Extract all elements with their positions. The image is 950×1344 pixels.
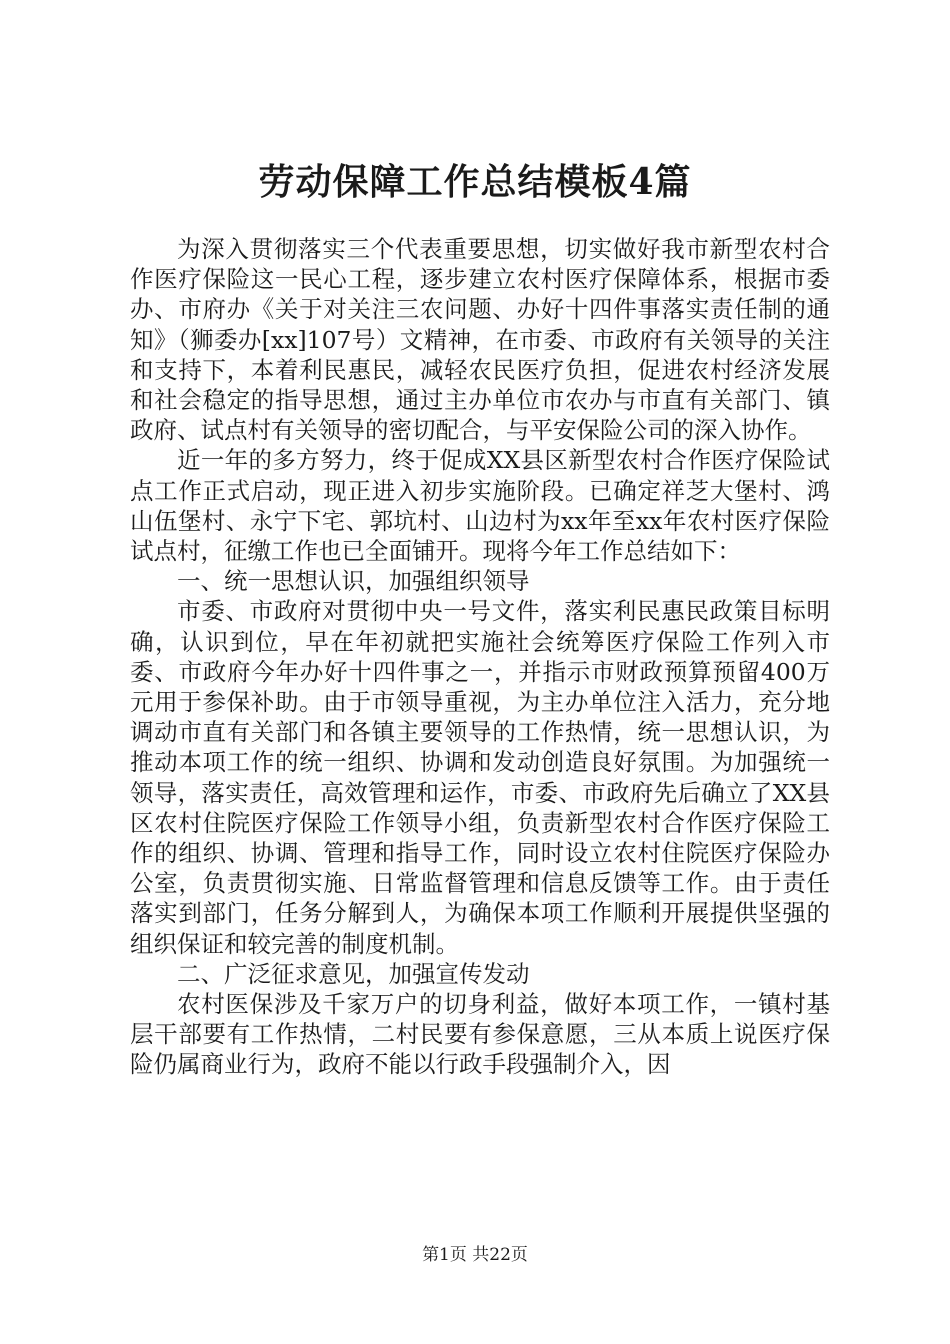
document-body: [130, 234, 830, 1080]
section-heading-2: 二、广泛征求意见，加强宣传发动: [177, 959, 530, 988]
paragraph-progress: 近一年的多方努力，终于促成XX县区新型农村合作医疗保险试点工作正式启动，现正进入初步实施阶段。已确定祥芝大堡村、鸿山伍堡村、永宁下宅、郭坑村、山边村为xx年至xx年农村医疗保险试点村，征缴工作也已全面铺开。现将今年工作总结如下：: [130, 446, 830, 566]
document-title: 劳动保障工作总结模板4篇: [258, 161, 692, 203]
page-number-footer: 第1页 共22页: [422, 1245, 528, 1265]
paragraph-intro: 为深入贯彻落实三个代表重要思想，切实做好我市新型农村合作医疗保险这一民心工程，逐步建立农村医疗保障体系，根据市委办、市府办《关于对关注三农问题、办好十四件事落实责任制的通知》（狮委办[xx]107号）文精神，在市委、市政府有关领导的关注和支持下，本着利民惠民，减轻农民医疗负担，促进农村经济发展和社会稳定的指导思想，通过主办单位市农办与市直有关部门、镇政府、试点村有关领导的密切配合，与平安保险公司的深入协作。: [130, 235, 830, 445]
paragraph-section-1: 市委、市政府对贯彻中央一号文件，落实利民惠民政策目标明确，认识到位，早在年初就把实施社会统筹医疗保险工作列入市委、市政府今年办好十四件事之一，并指示市财政预算预留400万元用于参保补助。由于市领导重视，为主办单位注入活力，充分地调动市直有关部门和各镇主要领导的工作热情，统一思想认识，为推动本项工作的统一组织、协调和发动创造良好氛围。为加强统一领导，落实责任，高效管理和运作，市委、市政府先后确立了XX县区农村住院医疗保险工作领导小组，负责新型农村合作医疗保险工作的组织、协调、管理和指导工作，同时设立农村住院医疗保险办公室，负责贯彻实施、日常监督管理和信息反馈等工作。由于责任落实到部门，任务分解到人，为确保本项工作顺利开展提供坚强的组织保证和较完善的制度机制。: [130, 597, 830, 958]
section-heading-1: 一、统一思想认识，加强组织领导: [177, 567, 530, 596]
paragraph-section-2: 农村医保涉及千家万户的切身利益，做好本项工作，一镇村基层干部要有工作热情，二村民要有参保意愿，三从本质上说医疗保险仍属商业行为，政府不能以行政手段强制介入，因: [130, 990, 830, 1079]
